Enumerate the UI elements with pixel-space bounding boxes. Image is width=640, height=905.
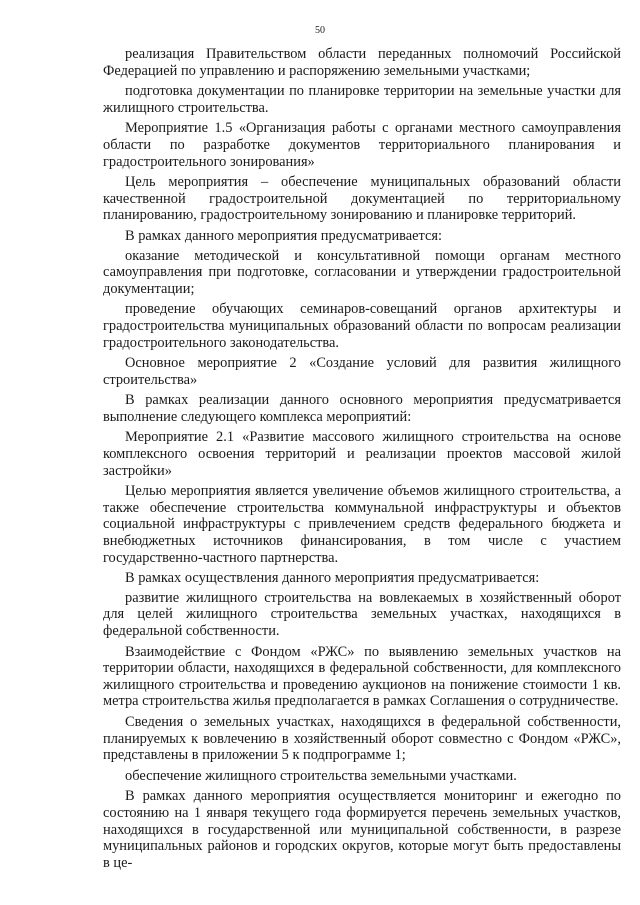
paragraph-10: Мероприятие 2.1 «Развитие массового жилищного строительства на основе комплексного освоения территорий и реализации проектов массовой жилой застройки» [103,429,621,479]
paragraph-17: В рамках данного мероприятия осуществляется мониторинг и ежегодно по состоянию на 1 января текущего года формируется перечень земельных участков, находящихся в государственной или муниципальной собственности, в разрезе муниципальных районов и городских округов, которые могут быть предоставлены в це- [103,788,621,871]
paragraph-16: обеспечение жилищного строительства земельными участками. [125,767,517,784]
paragraph-7: проведение обучающих семинаров-совещаний органов архитектуры и градостроительства муниципальных образований области по вопросам реализации градостроительного законодательства. [103,301,621,351]
paragraph-13: развитие жилищного строительства на вовлекаемых в хозяйственный оборот для целей жилищного строительства земельных участках, находящихся в федеральной собственности. [103,589,621,639]
paragraph-5: В рамках данного мероприятия предусматривается: [125,227,443,244]
paragraph-6: оказание методической и консультативной помощи органам местного самоуправления при подготовке, согласовании и утверждении градостроительной документации; [103,247,621,297]
paragraph-14: Взаимодействие с Фондом «РЖС» по выявлению земельных участков на территории области, находящихся в федеральной собственности, для комплексного жилищного строительства и проведению аукционов на понижение стоимости 1 кв. метра строительства жилья предполагается в рамках Соглашения о сотрудничестве. [103,643,621,710]
paragraph-9: В рамках реализации данного основного мероприятия предусматривается выполнение следующего комплекса мероприятий: [103,392,621,425]
paragraph-3: Мероприятие 1.5 «Организация работы с органами местного самоуправления области по разработке документов территориального планирования и градостроительного зонирования» [103,120,621,170]
paragraph-4: Цель мероприятия – обеспечение муниципальных образований области качественной градостроительной документацией по территориальному планированию, градостроительному зонированию и планировке территорий. [103,174,621,224]
page-number: 50 [315,25,325,36]
paragraph-8: Основное мероприятие 2 «Создание условий для развития жилищного строительства» [103,355,621,388]
paragraph-1: реализация Правительством области переданных полномочий Российской Федерацией по управлению и распоряжению земельными участками; [103,46,621,79]
paragraph-2: подготовка документации по планировке территории на земельные участки для жилищного строительства. [103,83,621,116]
body-text [103,46,621,875]
paragraph-15: Сведения о земельных участках, находящихся в федеральной собственности, планируемых к вовлечению в хозяйственный оборот совместно с Фондом «РЖС», представлены в приложении 5 к подпрограмме 1; [103,713,621,764]
paragraph-12: В рамках осуществления данного мероприятия предусматривается: [125,570,540,587]
paragraph-11: Целью мероприятия является увеличение объемов жилищного строительства, а также обеспечение строительства коммунальной инфраструктуры и объектов социальной инфраструктуры с привлечением средств федерального бюджета и внебюджетных источников финансирования, в том числе с участием государственно-частного партнерства. [103,483,621,566]
